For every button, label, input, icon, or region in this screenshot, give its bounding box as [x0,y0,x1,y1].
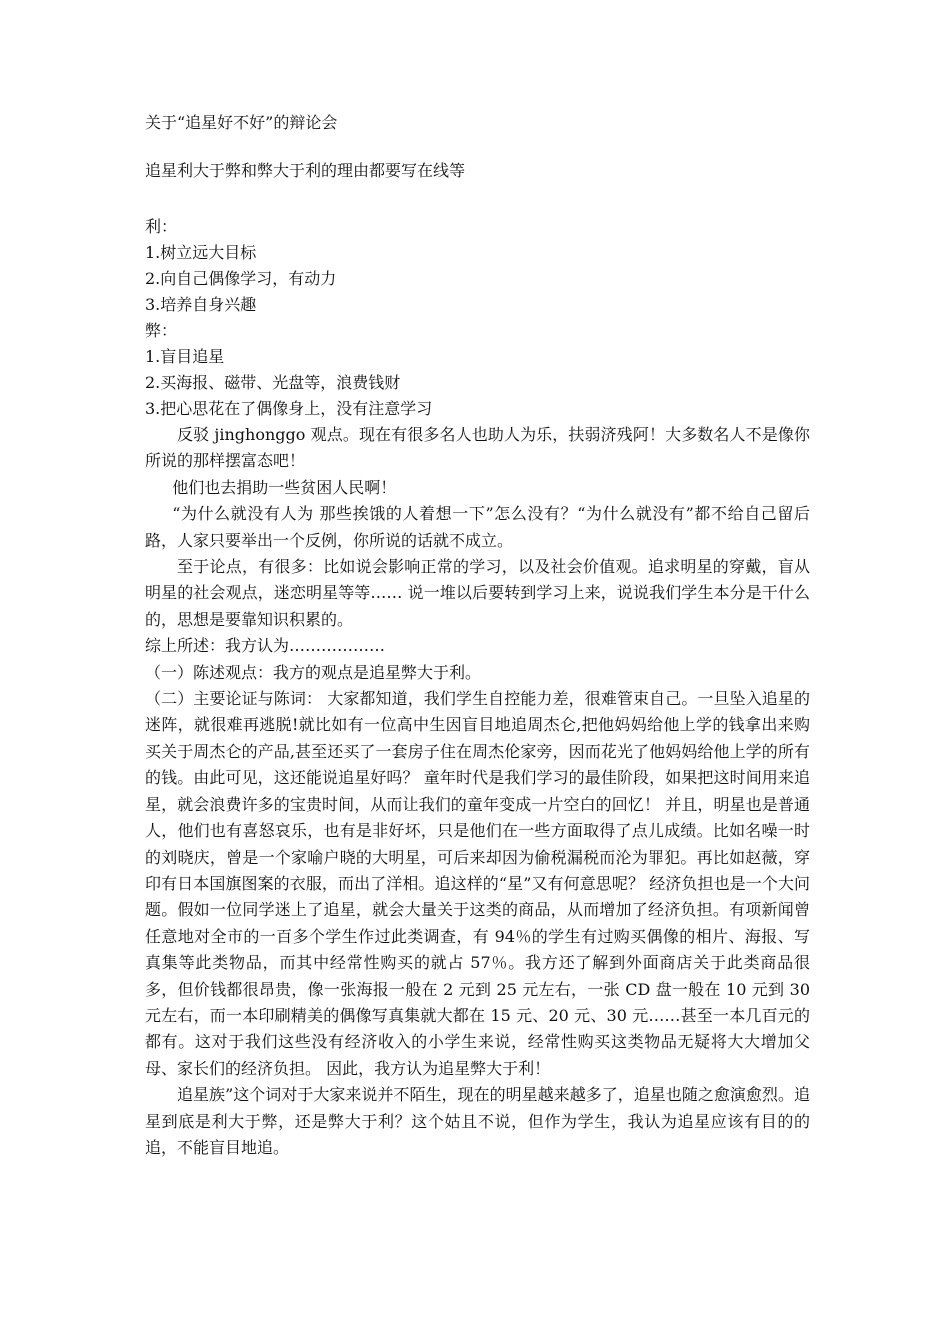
cons-item: 3.把心思花在了偶像身上，没有注意学习 [145,399,433,418]
cons-item: 1.盲目追星 [145,347,225,366]
cons-section [145,318,810,422]
body-paragraph: 他们也去捐助一些贫困人民啊！ [172,477,397,497]
document-subtitle: 追星利大于弊和弊大于利的理由都要写在线等 [145,161,466,180]
body-paragraph: 反驳 jinghonggo 观点。现在有很多名人也助人为乐，扶弱济残阿！大多数名人不是像你所说的那样摆富态吧！ [145,425,810,471]
body-paragraph: “为什么就没有人为 那些挨饿的人着想一下”怎么没有？“为什么就没有”都不给自己留后路，人家只要举出一个反例，你所说的话就不成立。 [145,504,810,550]
document-page [145,112,810,1161]
pros-section [145,214,810,318]
document-title: 关于“追星好不好”的辩论会 [145,113,338,132]
body-paragraph: 综上所述：我方认为……………… [145,636,386,656]
pros-item: 2.向自己偶像学习，有动力 [145,269,337,288]
pros-item: 3.培养自身兴趣 [145,295,257,314]
pros-item: 1.树立远大目标 [145,243,257,262]
body-paragraph: （二）主要论证与陈词： 大家都知道，我们学生自控能力差，很难管束自己。一旦坠入追星的迷阵，就很难再逃脱!就比如有一位高中生因盲目地追周杰仑,把他妈妈给他上学的钱拿出来购买关于周杰仑的产品,甚至还买了一套房子住在周杰伦家旁，因而花光了他妈妈给他上学的所有的钱。由此可见，这还能说追星好吗？ 童年时代是我们学习的最佳阶段，如果把这时间用来追星，就会浪费许多的宝贵时间，从而让我们的童年变成一片空白的回忆！ 并且，明星也是普通人，他们也有喜怒哀乐，也有是非好坏，只是他们在一些方面取得了点儿成绩。比如名噪一时的刘晓庆，曾是一个家喻户晓的大明星，可后来却因为偷税漏税而沦为罪犯。再比如赵薇，穿印有日本国旗图案的衣服，而出了洋相。追这样的“星”又有何意思呢？ 经济负担也是一个大问题。假如一位同学迷上了追星，就会大量关于这类的商品，从而增加了经济负担。有项新闻曾任意地对全市的一百多个学生作过此类调查，有 94％的学生有过购买偶像的相片、海报、写真集等此类物品，而其中经常性购买的就占 57％。我方还了解到外面商店关于此类商品很多，但价钱都很昂贵，像一张海报一般在 2 元到 25 元左右，一张 CD 盘一般在 10 元到 30 元左右，而一本印刷精美的偶像写真集就大都在 15 元、20 元、30 元……甚至一本几百元的都有。这对于我们这些没有经济收入的小学生来说，经常性购买这类物品无疑将大大增加父母、家长们的经济负担。 因此，我方认为追星弊大于利！ [145,689,810,1078]
pros-heading: 利： [145,217,178,236]
body-paragraph: 追星族”这个词对于大家来说并不陌生，现在的明星越来越多了，追星也随之愈演愈烈。追星到底是利大于弊，还是弊大于利？这个姑且不说，但作为学生，我认为追星应该有目的的追，不能盲目地追。 [145,1085,810,1157]
body-paragraph: （一）陈述观点：我方的观点是追星弊大于利。 [145,662,482,682]
body-paragraph: 至于论点，有很多：比如说会影响正常的学习，以及社会价值观。追求明星的穿戴，盲从明星的社会观点，迷恋明星等等…… 说一堆以后要转到学习上来，说说我们学生本分是干什么的，思想是要靠知识积累的。 [145,557,810,629]
cons-heading: 弊： [145,321,178,340]
cons-item: 2.买海报、磁带、光盘等，浪费钱财 [145,373,401,392]
